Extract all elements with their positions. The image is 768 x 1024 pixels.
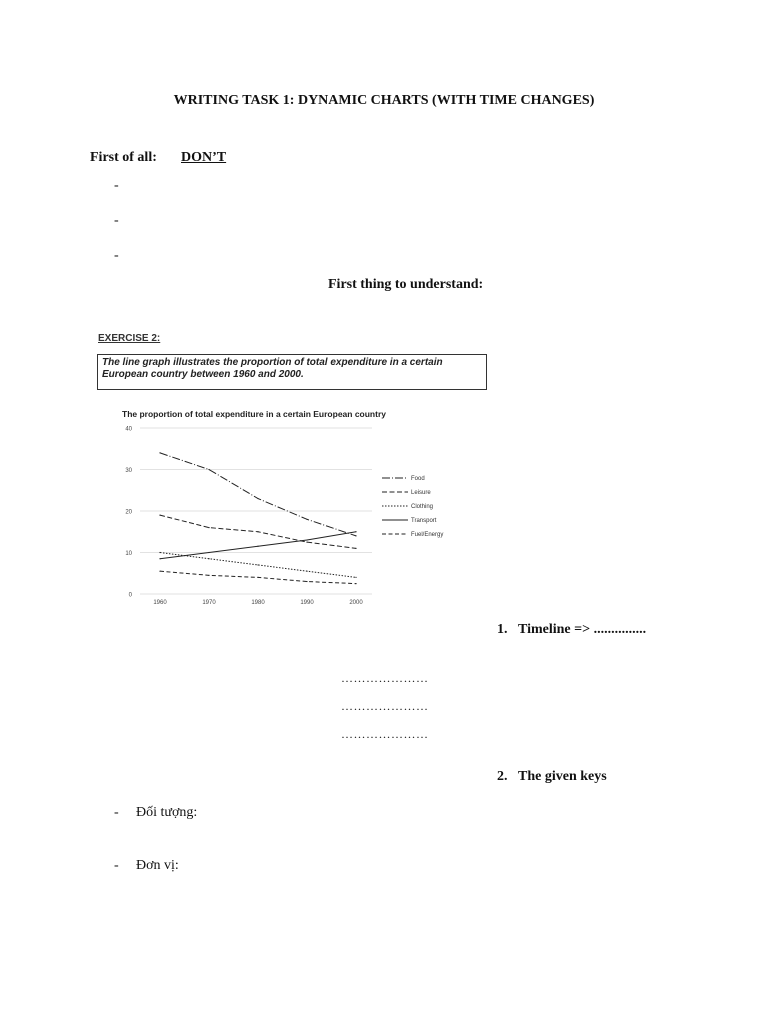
- data-point: [306, 542, 307, 543]
- bullet-dash: -: [114, 858, 119, 873]
- y-tick-label: 20: [125, 509, 132, 516]
- chart-title: The proportion of total expenditure in a certain European country: [122, 409, 386, 419]
- chart-legend: [382, 476, 443, 538]
- bullet-don-vi: Đơn vị:: [136, 858, 179, 873]
- exercise-prompt-box: The line graph illustrates the proportion of total expenditure in a certain European country between 1960 and 2000.: [97, 354, 487, 390]
- item-number: 2.: [497, 769, 508, 784]
- item-number: 1.: [497, 622, 508, 637]
- first-of-all-label: First of all:: [90, 150, 157, 165]
- empty-dash-item: -: [114, 213, 119, 228]
- chart-grid: [140, 428, 372, 594]
- x-tick-label: 1990: [300, 600, 314, 606]
- legend-label: Food: [411, 476, 425, 482]
- legend-label: Transport: [411, 518, 437, 524]
- data-point: [355, 583, 356, 584]
- data-point: [208, 575, 209, 576]
- line-chart: [110, 418, 470, 610]
- data-point: [306, 519, 307, 520]
- series-line-food: [160, 453, 356, 536]
- dotted-blank: …………………: [341, 671, 429, 685]
- exercise-label: EXERCISE 2:: [98, 333, 161, 344]
- numbered-item-timeline: [497, 622, 646, 638]
- numbered-item-given-keys: [497, 769, 607, 785]
- data-point: [159, 552, 160, 553]
- data-point: [208, 527, 209, 528]
- bullet-dash: -: [114, 805, 119, 820]
- x-tick-label: 2000: [349, 600, 363, 606]
- data-point: [306, 581, 307, 582]
- data-point: [159, 515, 160, 516]
- legend-label: Leisure: [411, 490, 431, 496]
- data-point: [159, 571, 160, 572]
- data-point: [257, 564, 258, 565]
- item-text: The given keys: [518, 769, 607, 784]
- empty-dash-item: -: [114, 178, 119, 193]
- bullet-doi-tuong: Đối tượng:: [136, 805, 198, 820]
- data-point: [355, 535, 356, 536]
- y-tick-label: 30: [125, 468, 132, 474]
- series-line-transport: [160, 532, 356, 559]
- y-tick-label: 40: [125, 426, 132, 433]
- dotted-blank: …………………: [341, 699, 429, 713]
- understand-heading: First thing to understand:: [328, 277, 484, 292]
- data-point: [257, 498, 258, 499]
- legend-label: Fuel/Energy: [411, 532, 444, 538]
- x-tick-label: 1960: [153, 600, 167, 606]
- data-point: [306, 539, 307, 540]
- data-point: [208, 469, 209, 470]
- legend-label: Clothing: [411, 504, 434, 510]
- data-point: [159, 558, 160, 559]
- x-tick-label: 1970: [202, 600, 216, 606]
- data-point: [257, 546, 258, 547]
- data-point: [208, 552, 209, 553]
- data-point: [208, 558, 209, 559]
- data-point: [257, 577, 258, 578]
- data-point: [257, 531, 258, 532]
- page-title: WRITING TASK 1: DYNAMIC CHARTS (WITH TIME CHANGES): [173, 93, 595, 108]
- data-point: [355, 531, 356, 532]
- chart-series: [159, 452, 356, 584]
- y-tick-label: 0: [128, 592, 132, 599]
- data-point: [306, 571, 307, 572]
- dotted-blank: …………………: [341, 727, 429, 741]
- y-tick-label: 10: [125, 551, 132, 557]
- item-text: Timeline => ...............: [518, 622, 647, 637]
- data-point: [355, 577, 356, 578]
- empty-dash-item: -: [114, 248, 119, 263]
- data-point: [355, 548, 356, 549]
- dont-heading: DON’T: [181, 150, 227, 165]
- data-point: [159, 452, 160, 453]
- x-tick-label: 1980: [251, 600, 265, 606]
